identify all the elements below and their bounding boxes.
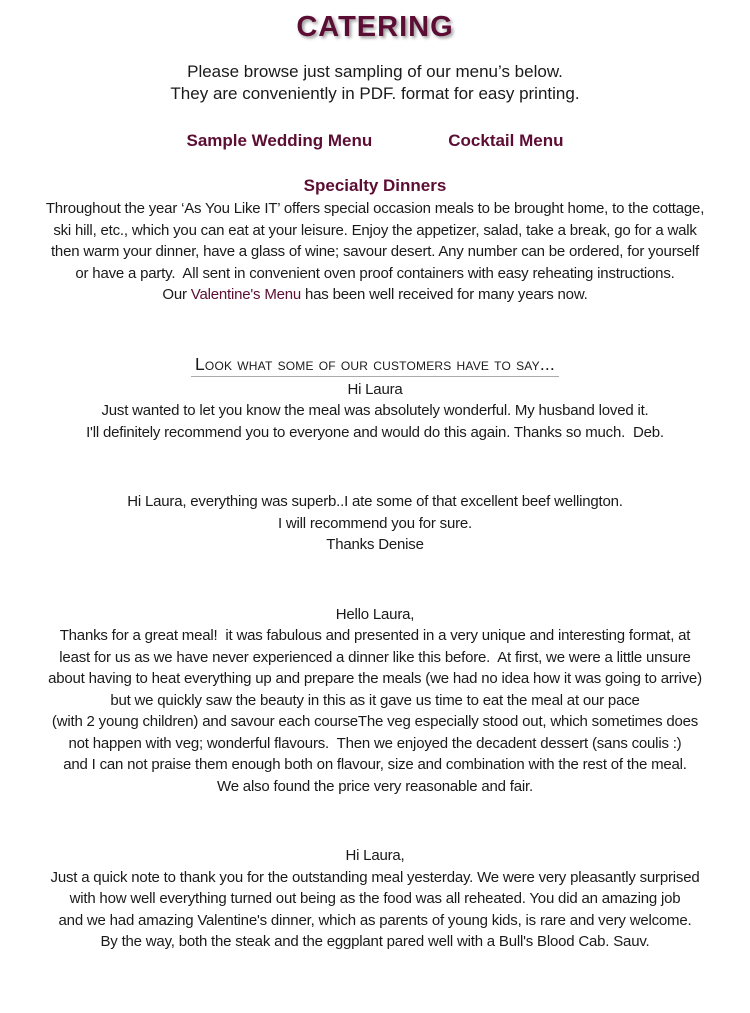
testimonial-valentines-dinner: Hi Laura, Just a quick note to thank you for the outstanding meal yesterday. We were very pleasantly surprised with how well everything turned out being as the food was all reheated. You did an amazing job and we had amazing Valentine's dinner, which as parents of young kids, is rare and very welcome. By the way, both the steak and the eggplant pared well with a Bull's Blood Cab. Sauv. bbox=[50, 847, 700, 950]
page-title: CATERING bbox=[296, 11, 454, 43]
testimonials-heading bbox=[0, 353, 750, 377]
valentines-line-suffix: has been well received for many years now. bbox=[301, 286, 588, 303]
testimonial-deb: Hi Laura Just wanted to let you know the meal was absolutely wonderful. My husband loved it. I'll definitely recommend you to everyone and would do this again. Thanks so much. Deb. bbox=[86, 380, 664, 441]
valentines-menu-line bbox=[0, 284, 750, 306]
testimonial-hello-laura: Hello Laura, Thanks for a great meal! it was fabulous and presented in a very unique and interesting format, at least for us as we have never experienced a dinner like this before. At first, we were a little unsure about having to heat everything up and prepare the meals (we had no idea how it was going to arrive) but we quickly saw the beauty in this as it gave us time to eat the meal at our pace (with 2 young children) and savour each courseThe veg especially stood out, which sometimes does not happen with veg; wonderful flavours. Then we enjoyed the decadent dessert (sans coulis :) and I can not praise them enough both on flavour, size and combination with the rest of the meal. We also found the price very reasonable and fair. bbox=[48, 605, 702, 795]
specialty-dinners-heading: Specialty Dinners bbox=[303, 176, 447, 195]
valentines-line-prefix: Our bbox=[162, 286, 191, 303]
sample-wedding-menu-link[interactable]: Sample Wedding Menu bbox=[186, 131, 373, 150]
testimonials-heading-text: Look what some of our customers have to say... bbox=[191, 353, 559, 377]
valentines-menu-link[interactable]: Valentine's Menu bbox=[190, 286, 302, 303]
menu-links bbox=[0, 132, 750, 150]
testimonials-section bbox=[0, 353, 750, 953]
testimonial-denise: Hi Laura, everything was superb..I ate some of that excellent beef wellington. I will recommend you for sure. Thanks Denise bbox=[127, 493, 623, 553]
intro-text: Please browse just sampling of our menu’s below. They are conveniently in PDF. format for easy printing. bbox=[170, 62, 580, 103]
specialty-dinners-section bbox=[0, 175, 750, 306]
cocktail-menu-link[interactable]: Cocktail Menu bbox=[448, 131, 564, 150]
specialty-dinners-paragraph: Throughout the year ‘As You Like IT’ offers special occasion meals to be brought home, to the cottage, ski hill, etc., which you can eat at your leisure. Enjoy the appetizer, salad, take a break, go for a walk then warm your dinner, have a glass of wine; savour desert. Any number can be ordered, for yourself or have a party. All sent in convenient oven proof containers with easy reheating instructions. bbox=[45, 200, 705, 282]
